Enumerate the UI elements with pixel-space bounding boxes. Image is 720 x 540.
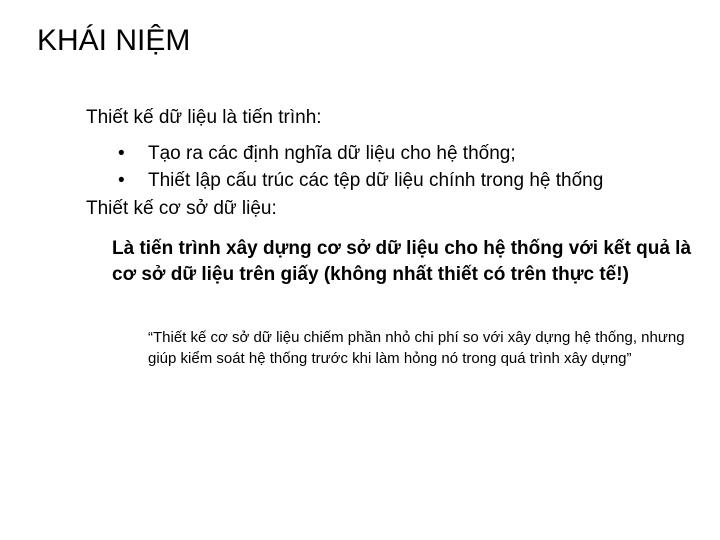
bullet-list: [118, 140, 603, 194]
database-design-definition: Là tiến trình xây dựng cơ sở dữ liệu cho hệ thống với kết quả là cơ sở dữ liệu trên giấy (không nhất thiết có trên thực tế!): [112, 238, 692, 285]
list-item: [118, 167, 603, 194]
bullet-icon: •: [118, 143, 125, 164]
slide-title: KHÁI NIỆM: [37, 24, 191, 57]
bullet-text: Tạo ra các định nghĩa dữ liệu cho hệ thống;: [148, 143, 516, 164]
section-heading-data-design: Thiết kế dữ liệu là tiến trình:: [86, 107, 322, 128]
list-item: [118, 140, 603, 167]
quote-text: “Thiết kế cơ sở dữ liệu chiếm phần nhỏ chi phí so với xây dựng hệ thống, nhưng giúp kiểm soát hệ thống trước khi làm hỏng nó trong quá trình xây dựng”: [148, 329, 685, 367]
section-heading-database-design: Thiết kế cơ sở dữ liệu:: [86, 198, 277, 219]
bullet-icon: •: [118, 170, 125, 191]
bullet-text: Thiết lập cấu trúc các tệp dữ liệu chính trong hệ thống: [148, 170, 604, 191]
